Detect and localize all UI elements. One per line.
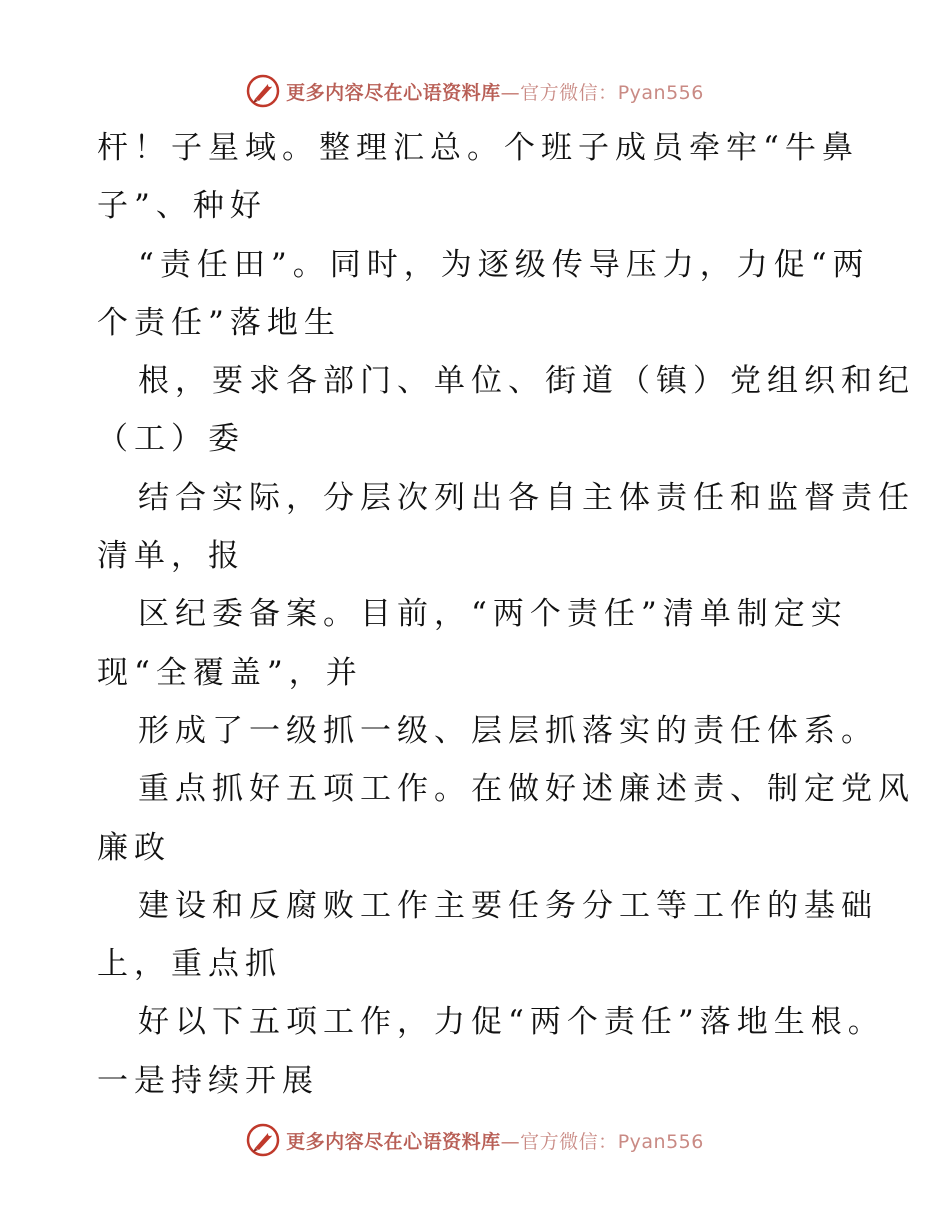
header-watermark-id: Pyan556 (617, 81, 704, 104)
footer-watermark-separator: — (500, 1130, 521, 1153)
text-line: 廉政 (97, 829, 171, 866)
footer-watermark-main: 更多内容尽在心语资料库 (286, 1130, 501, 1153)
text-line: 形成了一级抓一级、层层抓落实的责任体系。 (138, 712, 878, 749)
text-line: 清单，报 (97, 538, 245, 575)
text-line: 区纪委备案。目前，“两个责任”清单制定实 (138, 596, 848, 633)
footer-watermark (0, 1120, 950, 1160)
document-body (97, 119, 915, 1110)
text-line: 建设和反腐败工作主要任务分工等工作的基础 (138, 887, 878, 924)
header-watermark-separator: — (500, 81, 521, 104)
text-line: 现“全覆盖”，并 (97, 654, 363, 691)
text-line: 个责任”落地生 (97, 304, 341, 341)
header-watermark-wechat: 官方微信： (520, 81, 618, 104)
footer-watermark-text (286, 1127, 704, 1154)
footer-watermark-id: Pyan556 (617, 1130, 704, 1153)
footer-watermark-wechat: 官方微信： (520, 1130, 618, 1153)
text-line: 好以下五项工作，力促“两个责任”落地生根。 (138, 1004, 885, 1041)
header-watermark-main: 更多内容尽在心语资料库 (286, 81, 501, 104)
text-line: 结合实际，分层次列出各自主体责任和监督责任 (138, 479, 915, 516)
pen-seal-logo-icon (246, 74, 280, 108)
text-line: （工）委 (97, 421, 245, 458)
pen-seal-logo-icon (246, 1123, 280, 1157)
text-line: “责任田”。同时，为逐级传导压力，力促“两 (138, 246, 870, 283)
text-line: 重点抓好五项工作。在做好述廉述责、制定党风 (138, 771, 915, 808)
text-line: 杆！子星域。整理汇总。个班子成员牵牢“牛鼻 (97, 130, 859, 166)
text-line: 一是持续开展 (97, 1062, 319, 1099)
text-line: 上，重点抓 (97, 946, 282, 983)
text-line: 根，要求各部门、单位、街道（镇）党组织和纪 (138, 363, 915, 400)
header-watermark-text (286, 78, 704, 105)
text-line: 子”、种好 (97, 188, 267, 225)
header-watermark (0, 71, 950, 111)
